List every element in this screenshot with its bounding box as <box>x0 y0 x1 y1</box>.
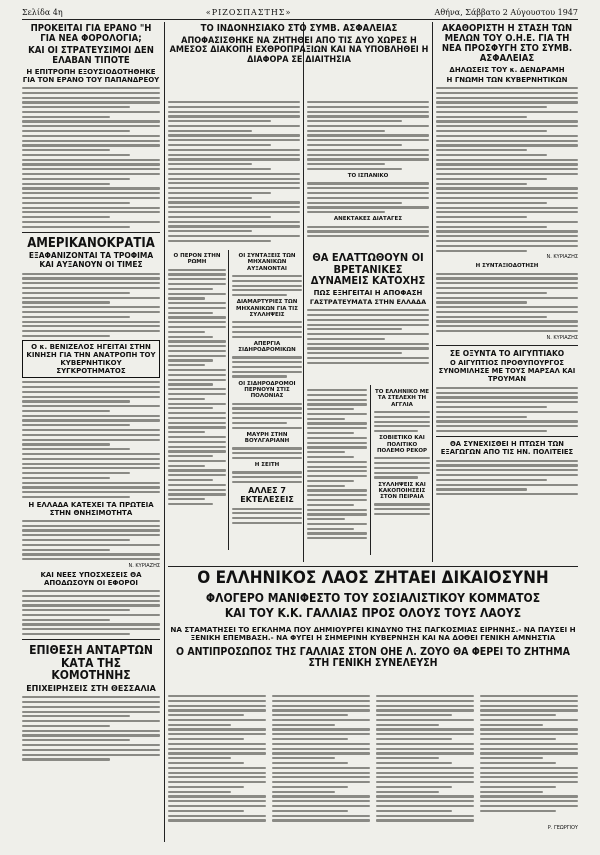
banner-headline: Ο ΑΝΤΙΠΡΟΣΩΠΟΣ ΤΗΣ ΓΑΛΛΙΑΣ ΣΤΟΝ ΟΗΕ Λ. ΖΟΥΟ ΘΑ ΦΕΡΕΙ ΤΟ ΖΗΤΗΜΑ ΣΤΗ ΓΕΝΙΚΗ ΣΥΝΕΛΕΥΣΗ <box>176 645 570 669</box>
article-text <box>22 696 160 760</box>
manifesto-columns <box>168 692 578 824</box>
masthead-rule <box>22 19 578 20</box>
subheadline: Η ΕΛΛΑΔΑ ΚΑΤΕΧΕΙ ΤΑ ΠΡΩΤΕΙΑ ΣΤΗΝ ΘΝΗΣΙΜΟΤΗΤΑ <box>28 500 154 517</box>
box-text: Ο κ. ΒΕΝΙΖΕΛΟΣ ΗΓΕΙΤΑΙ ΣΤΗΝ ΚΙΝΗΣΗ ΓΙΑ ΤΗΝ ΑΝΑΤΡΟΠΗ ΤΟΥ ΚΥΒΕΡΝΗΤΙΚΟΥ ΣΥΓΚΡΟΤΗΜΑΤΟΣ <box>26 343 156 376</box>
divider <box>22 232 160 233</box>
article-text <box>376 695 474 824</box>
article-text <box>436 87 578 252</box>
column-short-stories-2 <box>232 250 302 550</box>
newspaper-title: «ΡΙΖΟΣΠΑΣΤΗΣ» <box>205 7 292 17</box>
divider <box>436 436 578 437</box>
issue-date: Αθήνα, Σάββατο 2 Αύγουστου 1947 <box>434 7 578 17</box>
article-text <box>232 403 302 429</box>
indonesia-headline-block <box>168 24 430 96</box>
article-text <box>22 87 160 228</box>
section-title: ΣΥΛΛΗΨΕΙΣ ΚΑΙ ΚΑΚΟΠΟΙΗΣΕΙΣ ΣΤΟΝ ΠΕΙΡΑΙΑ <box>378 481 426 501</box>
article-text <box>307 226 429 238</box>
headline: ΑΚΑΘΟΡΙΣΤΗ Η ΣΤΑΣΗ ΤΩΝ ΜΕΛΩΝ ΤΟΥ Ο.Η.Ε. ΓΙΑ ΤΗ ΝΕΑ ΠΡΟΣΦΥΓΗ ΣΤΟ ΣΥΜΒ. ΑΣΦΑΛΕΙΑΣ <box>441 24 573 64</box>
headline: ΚΑΙ ΟΙ ΣΤΡΑΤΕΥΣΙΜΟΙ ΔΕΝ ΕΛΑΒΑΝ ΤΙΠΟΤΕ <box>28 44 154 66</box>
section-title: ΑΝΕΚΤΑΚΕΣ ΔΙΑΤΑΓΕΣ <box>333 216 403 223</box>
headline: ΤΟ ΙΝΔΟΝΗΣΙΑΚΟ ΣΤΟ ΣΥΜΒ. ΑΣΦΑΛΕΙΑΣ <box>200 24 398 34</box>
article-text <box>272 695 370 824</box>
subheadline: ΠΩΣ ΕΞΗΓΕΙΤΑΙ Η ΑΠΟΦΑΣΗ <box>313 288 423 297</box>
divider <box>436 345 578 346</box>
section-title: ΤΟ ΕΛΛΗΝΙΚΟ ΜΕ ΤΑ ΣΤΕΛΕΧΗ ΤΗ ΑΓΓΛΙΑ <box>375 389 429 408</box>
article-text <box>436 387 578 432</box>
subheadline: Η ΕΠΙΤΡΟΠΗ ΕΞΟΥΣΙΟΔΟΤΗΘΗΚΕ ΓΙΑ ΤΟΝ ΕΡΑΝΟ ΤΟΥ ΠΑΠΑΝΔΡΕΟΥ <box>22 67 160 84</box>
british-forces-text <box>307 386 367 556</box>
headline: ΑΠΟΦΑΣΙΣΘΗΚΕ ΝΑ ΖΗΤΗΘΕΙ ΑΠΟ ΤΙΣ ΔΥΟ ΧΩΡΕΣ Η ΑΜΕΣΟΣ ΔΙΑΚΟΠΗ ΕΧΘΡΟΠΡΑΞΙΩΝ ΚΑΙ ΝΑ ΥΠΟΒΛΗΘΕΙ Η ΔΙΑΦΟΡΑ ΣΕ ΔΙΑΙΤΗΣΙΑ <box>169 35 429 65</box>
manifesto-body <box>168 692 578 842</box>
section-title: ΤΟ ΙΣΠΑΝΙΚΟ <box>347 173 389 180</box>
article-text <box>374 503 430 515</box>
article-text <box>232 447 302 459</box>
section-title: Η ΣΥΝΤΑΞΙΟΔΟΤΗΣΗ <box>475 263 539 270</box>
article-text <box>307 101 429 170</box>
column-rule <box>164 22 165 842</box>
page-number: Σελίδα 4η <box>22 7 63 17</box>
subheadline: ΕΞΑΦΑΝΙΖΟΝΤΑΙ ΤΑ ΤΡΟΦΙΜΑ ΚΑΙ ΑΥΞΑΝΟΥΝ ΟΙ ΤΙΜΕΣ <box>28 251 154 270</box>
section-title: ΣΟΒΙΕΤΙΚΟ ΚΑΙ ΠΟΛΙΤΙΚΟ ΠΟΛΕΜΟ ΡΕΚΟΡ <box>376 435 428 454</box>
banner-subheadline: ΝΑ ΣΤΑΜΑΤΗΣΕΙ ΤΟ ΕΓΚΛΗΜΑ ΠΟΥ ΔΗΜΙΟΥΡΓΕΙ ΚΙΝΔΥΝΟ ΤΗΣ ΠΑΓΚΟΣΜΙΑΣ ΕΙΡΗΝΗΣ.- ΝΑ ΠΑΥΣΕΙ Η ΞΕΝΙΚΗ ΕΠΕΜΒΑΣΗ.- ΝΑ ΦΥΓΕΙ Η ΣΗΜΕΡΙΝΗ ΚΥΒΕΡΝΗΣΗ ΚΑΙ ΝΑ ΔΟΘΕΙ ΓΕΝΙΚΗ ΑΜΝΗΣΤΙΑ <box>170 625 576 643</box>
banner-headline: Ο ΕΛΛΗΝΙΚΟΣ ΛΑΟΣ ΖΗΤΑΕΙ ΔΙΚΑΙΟΣΥΝΗ <box>197 568 549 588</box>
article-text <box>374 411 430 432</box>
column-center-left <box>168 98 300 248</box>
banner-headline: ΦΛΟΓΕΡΟ ΜΑΝΙΦΕΣΤΟ ΤΟΥ ΣΟΣΙΑΛΙΣΤΙΚΟΥ ΚΟΜΜΑΤΟΣ <box>205 590 541 605</box>
article-text <box>307 389 367 539</box>
article-text <box>232 508 302 525</box>
article-text <box>168 101 300 242</box>
byline: Ν. ΚΥΡΙΑΖΗΣ <box>128 562 160 569</box>
column-right <box>436 24 578 564</box>
article-text <box>232 356 302 377</box>
banner-headline: ΚΑΙ ΤΟΥ Κ.Κ. ΓΑΛΛΙΑΣ ΠΡΟΣ ΟΛΟΥΣ ΤΟΥΣ ΛΑΟΥΣ <box>224 606 522 621</box>
headline: ΘΑ ΕΛΑΤΤΩΘΟΥΝ ΟΙ ΒΡΕΤΑΝΙΚΕΣ ΔΥΝΑΜΕΙΣ ΚΑΤΟΧΗΣ <box>310 252 426 288</box>
byline: Ν. ΚΥΡΙΑΖΗΣ <box>546 254 578 261</box>
article-text <box>307 309 429 364</box>
section-title: ΜΑΥΡΗ ΣΤΗΝ ΒΟΥΛΓΑΡΙΑΝΗ <box>244 431 290 444</box>
column-rule <box>370 385 371 555</box>
headline: ΑΜΕΡΙΚΑΝΟΚΡΑΤΙΑ <box>27 235 155 251</box>
article-text <box>22 381 160 498</box>
article-text <box>22 590 160 635</box>
article-text <box>436 460 578 496</box>
headline: ΕΠΙΘΕΣΗ ΑΝΤΑΡΤΩΝ ΚΑΤΑ ΤΗΣ ΚΟΜΟΤΗΝΗΣ <box>29 643 153 683</box>
article-text <box>168 269 226 505</box>
subheadline: ΓΑΣΤΡΑΤΕΥΜΑΤΑ ΣΤΗΝ ΕΛΛΑΔΑ <box>309 297 427 306</box>
column-small-stories-3 <box>374 386 430 556</box>
column-short-stories <box>168 250 226 550</box>
article-text <box>232 275 302 296</box>
section-title: Ο ΠΕΡΟΝ ΣΤΗΝ ΡΩΜΗ <box>173 253 221 266</box>
article-text <box>374 457 430 478</box>
subheadline: ΔΗΛΩΣΕΙΣ ΤΟΥ κ. ΔΕΝΔΡΑΜΗ <box>449 65 565 74</box>
section-title: ΟΙ ΣΙΔΗΡΟΔΡΟΜΟΙ ΠΕΡΝΟΥΝ ΣΤΙΣ ΠΟΛΟΝΙΑΣ <box>238 380 296 400</box>
column-rule <box>432 22 433 562</box>
article-text <box>436 273 578 333</box>
article-text <box>168 695 266 824</box>
article-text <box>307 182 429 213</box>
article-text <box>22 520 160 560</box>
byline: Ν. ΚΥΡΙΑΖΗΣ <box>546 334 578 341</box>
divider <box>22 639 160 640</box>
headline: ΠΡΟΚΕΙΤΑΙ ΓΙΑ ΕΡΑΝΟ "Η ΓΙΑ ΝΕΑ ΦΟΡΟΛΟΓΙΑ; <box>30 24 152 44</box>
subheadline: ΕΠΙΧΕΙΡΗΣΕΙΣ ΣΤΗ ΘΕΣΣΑΛΙΑ <box>26 683 156 693</box>
section-title: ΔΙΑΜΑΡΤΥΡΙΕΣ ΤΩΝ ΜΗΧΑΝΙΚΩΝ ΓΙΑ ΤΙΣ ΣΥΛΛΗΨΕΙΣ <box>236 299 298 318</box>
column-left <box>22 24 160 844</box>
manifesto-banner <box>168 566 578 687</box>
section-title: ΑΠΕΡΓΙΑ ΣΙΔΗΡΟΔΡΟΜΙΚΩΝ <box>238 340 296 354</box>
article-text <box>232 321 302 338</box>
subheadline: ΚΑΙ ΝΕΕΣ ΥΠΟΣΧΕΣΕΙΣ ΘΑ ΑΠΟΔΩΣΟΥΝ ΟΙ ΕΦΟΡΟΙ <box>40 570 142 587</box>
byline: Ρ. ΓΕΩΡΓΙΟΥ <box>547 825 578 832</box>
article-text <box>232 471 302 483</box>
article-text <box>480 695 578 824</box>
section-title: ΑΛΛΕΣ 7 ΕΚΤΕΛΕΣΕΙΣ <box>240 486 294 505</box>
boxed-headline <box>22 340 160 378</box>
subheadline: Η ΓΝΩΜΗ ΤΩΝ ΚΥΒΕΡΝΗΤΙΚΩΝ <box>446 75 568 84</box>
british-forces-block <box>307 252 429 384</box>
subheadline: ΣΕ ΟΞΥΝΤΑ ΤΟ ΑΙΓΥΠΤΙΑΚΟ <box>449 348 565 358</box>
column-rule <box>303 22 304 562</box>
subheadline: Ο ΑΙΓΥΠΤΙΟΣ ΠΡΟΘΥΠΟΥΡΓΟΣ ΣΥΝΟΜΙΛΗΣΕ ΜΕ ΤΟΥΣ ΜΑΡΣΑΛ ΚΑΙ ΤΡΟΥΜΑΝ <box>438 359 576 384</box>
article-text <box>22 273 160 337</box>
masthead <box>22 6 578 18</box>
column-center-right <box>307 98 429 248</box>
section-title: Η ΣΕΙΤΗ <box>254 462 280 469</box>
column-rule <box>228 250 229 550</box>
subheadline: ΘΑ ΣΥΝΕΧΙΣΘΕΙ Η ΠΤΩΣΗ ΤΩΝ ΕΞΑΓΩΓΩΝ ΑΠΟ ΤΙΣ ΗΝ. ΠΟΛΙΤΕΙΕΣ <box>440 440 574 456</box>
section-title: ΟΙ ΣΥΝΤΑΞΕΙΣ ΤΩΝ ΜΗΧΑΝΙΚΩΝ ΑΥΞΑΝΟΝΤΑΙ <box>238 253 296 272</box>
